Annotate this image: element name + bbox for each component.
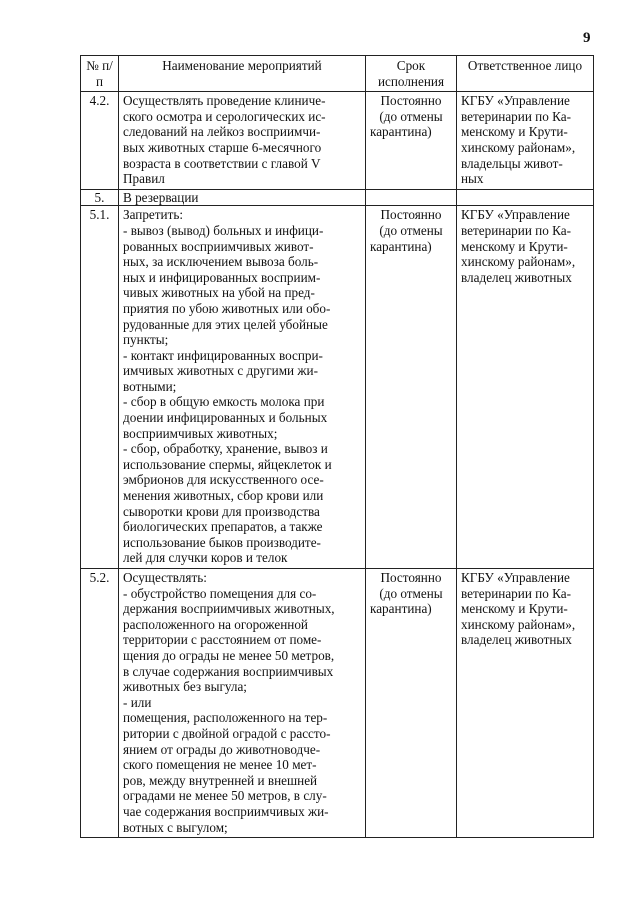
table-row: [81, 92, 594, 190]
text-line: (до отмены: [379, 585, 443, 601]
text-line: Постоянно: [380, 207, 442, 223]
text-line: менскому и Крути-: [461, 601, 568, 617]
text-line: - контакт инфицированных воспри-: [123, 347, 323, 363]
row-number: 4.2.: [81, 92, 119, 190]
text-line: владельцы живот-: [461, 155, 563, 171]
measure-term: [366, 92, 457, 190]
text-line: хинскому районам»,: [461, 139, 576, 155]
text-line: биологических препаратов, а также: [123, 519, 323, 535]
empty-cell: [366, 189, 457, 206]
text-line: карантина): [370, 601, 432, 617]
table-header-row: [81, 56, 594, 92]
text-line: (до отмены: [379, 108, 443, 124]
text-line: сыворотки крови для производства: [123, 503, 320, 519]
text-line: менскому и Крути-: [461, 238, 568, 254]
text-line: держания восприимчивых животных,: [123, 601, 335, 617]
row-number: 5.2.: [81, 569, 119, 838]
text-line: КГБУ «Управление: [461, 93, 570, 109]
text-line: ветеринарии по Ка-: [461, 585, 572, 601]
text-line: лей для случки коров и телок: [123, 550, 288, 566]
measure-term: [366, 569, 457, 838]
text-line: карантина): [370, 124, 432, 140]
row-number: 5.1.: [81, 206, 119, 569]
text-line: менения животных, сбор крови или: [123, 488, 324, 504]
text-line: чае содержания восприимчивых жи-: [123, 803, 329, 819]
text-line: владелец животных: [461, 632, 572, 648]
text-line: помещения, расположенного на тер-: [123, 710, 328, 726]
text-line: янием от ограды до животноводче-: [123, 741, 321, 757]
responsible-person: [457, 206, 594, 569]
text-line: вотными;: [123, 378, 177, 394]
text-line: ветеринарии по Ка-: [461, 222, 572, 238]
text-line: Запретить:: [123, 207, 184, 223]
text-line: щения до ограды не менее 50 метров,: [123, 647, 335, 663]
measures-table: [80, 55, 594, 838]
table-row: [81, 569, 594, 838]
text-line: (до отмены: [379, 222, 443, 238]
text-line: ных: [461, 171, 484, 187]
measure-term: [366, 206, 457, 569]
text-line: рованных восприимчивых живот-: [123, 238, 314, 254]
responsible-person: [457, 92, 594, 190]
text-line: Постоянно: [380, 570, 442, 585]
text-line: территории с расстоянием от поме-: [123, 632, 322, 648]
text-line: Правил: [123, 171, 165, 187]
header-responsible: Ответственное лицо: [457, 56, 594, 92]
table-row: [81, 189, 594, 206]
text-line: КГБУ «Управление: [461, 207, 570, 223]
text-line: хинскому районам»,: [461, 616, 576, 632]
text-line: возраста в соответствии с главой V: [123, 155, 321, 171]
text-line: ных и инфицированных восприим-: [123, 269, 321, 285]
text-line: В резервации: [123, 189, 199, 205]
text-line: вых животных старше 6-месячного: [123, 139, 322, 155]
text-line: владелец животных: [461, 269, 572, 285]
text-line: хинскому районам»,: [461, 254, 576, 270]
measure-name: [119, 569, 366, 838]
text-line: в случае содержания восприимчивых: [123, 663, 334, 679]
text-line: Постоянно: [380, 93, 442, 109]
text-line: ветеринарии по Ка-: [461, 108, 572, 124]
text-line: использование спермы, яйцеклеток и: [123, 456, 332, 472]
text-line: доении инфицированных и больных: [123, 410, 328, 426]
text-line: приятия по убою животных или обо-: [123, 300, 331, 316]
text-line: ных, за исключением вывоза боль-: [123, 254, 319, 270]
empty-cell: [457, 189, 594, 206]
header-num: № п/п: [81, 56, 119, 92]
text-line: КГБУ «Управление: [461, 570, 570, 585]
text-line: менскому и Крути-: [461, 124, 568, 140]
text-line: чивых животных на убой на пред-: [123, 285, 315, 301]
text-line: - сбор в общую емкость молока при: [123, 394, 325, 410]
text-line: - вывоз (вывод) больных и инфици-: [123, 222, 324, 238]
header-term: Срок исполнения: [366, 56, 457, 92]
text-line: пункты;: [123, 332, 169, 348]
text-line: восприимчивых животных;: [123, 425, 278, 441]
text-line: ского осмотра и серологических ис-: [123, 108, 326, 124]
text-line: эмбрионов для искусственного осе-: [123, 472, 324, 488]
measure-name: [119, 206, 366, 569]
text-line: ров, между внутренней и внешней: [123, 772, 318, 788]
responsible-person: [457, 569, 594, 838]
measure-name: [119, 92, 366, 190]
text-line: - сбор, обработку, хранение, вывоз и: [123, 441, 328, 457]
page-number: 9: [583, 30, 591, 46]
text-line: - или: [123, 694, 152, 710]
table-row: [81, 206, 594, 569]
text-line: карантина): [370, 238, 432, 254]
text-line: Осуществлять проведение клиниче-: [123, 93, 326, 109]
text-line: - обустройство помещения для со-: [123, 585, 317, 601]
section-title: [119, 189, 366, 206]
text-line: использование быков производите-: [123, 534, 321, 550]
text-line: ритории с двойной оградой с рассто-: [123, 725, 331, 741]
text-line: рудованные для этих целей убойные: [123, 316, 328, 332]
text-line: Осуществлять:: [123, 570, 207, 585]
text-line: вотных с выгулом;: [123, 819, 228, 835]
text-line: оградами не менее 50 метров, в слу-: [123, 788, 327, 804]
text-line: ского помещения не менее 10 мет-: [123, 757, 317, 773]
text-line: животных без выгула;: [123, 679, 247, 695]
header-name: Наименование мероприятий: [119, 56, 366, 92]
text-line: следований на лейкоз восприимчи-: [123, 124, 321, 140]
row-number: 5.: [81, 189, 119, 206]
text-line: имчивых животных с другими жи-: [123, 363, 318, 379]
text-line: расположенного на огороженной: [123, 616, 308, 632]
